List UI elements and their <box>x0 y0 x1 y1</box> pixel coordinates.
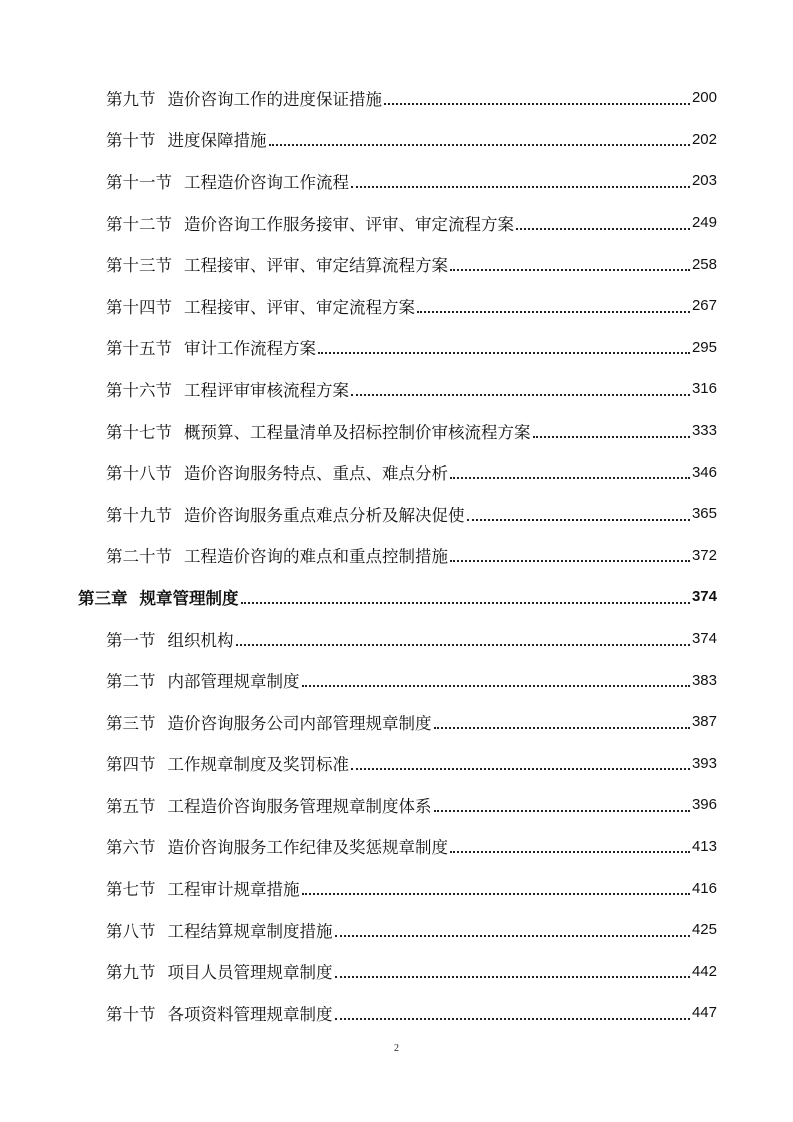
dot-leader <box>351 768 690 770</box>
toc-entry-number: 第十三节 <box>106 256 172 276</box>
toc-entry-page: 447 <box>691 1004 717 1022</box>
toc-entry-number: 第六节 <box>106 838 156 858</box>
toc-entry-page: 333 <box>691 422 717 440</box>
toc-entry[interactable] <box>0 701 793 743</box>
toc-entry-page: 393 <box>691 754 717 772</box>
toc-entry[interactable] <box>0 285 793 327</box>
toc-entry-number: 第十五节 <box>106 339 172 359</box>
toc-entry[interactable] <box>0 618 793 660</box>
toc-entry-number: 第一节 <box>106 630 156 650</box>
toc-entry-page: 416 <box>691 879 717 897</box>
dot-leader <box>335 935 690 937</box>
dot-leader <box>302 685 690 687</box>
toc-entry-number: 第十七节 <box>106 422 172 442</box>
toc-entry-title: 内部管理规章制度 <box>167 672 300 692</box>
toc-entry-page: 203 <box>691 172 717 190</box>
toc-entry[interactable] <box>0 743 793 785</box>
dot-leader <box>450 269 690 271</box>
toc-entry-page: 267 <box>691 297 717 315</box>
toc-entry[interactable] <box>0 243 793 285</box>
toc-entry-page: 258 <box>691 255 717 273</box>
toc-entry-title: 造价咨询服务公司内部管理规章制度 <box>167 713 432 733</box>
toc-entry[interactable] <box>0 826 793 868</box>
toc-entry-page: 442 <box>691 962 717 980</box>
toc-entry-title: 工程造价咨询工作流程 <box>184 172 349 192</box>
dot-leader <box>236 644 690 646</box>
toc-entry[interactable] <box>0 992 793 1034</box>
dot-leader <box>351 186 690 188</box>
toc-entry-title: 工程造价咨询的难点和重点控制措施 <box>184 547 448 567</box>
dot-leader <box>351 394 690 396</box>
dot-leader <box>417 311 690 313</box>
toc-chapter-entry[interactable] <box>0 576 793 618</box>
dot-leader <box>302 893 690 895</box>
toc-entry-number: 第三章 <box>78 588 128 608</box>
table-of-contents <box>0 77 793 1034</box>
toc-entry-page: 396 <box>691 796 717 814</box>
toc-entry-title: 造价咨询服务工作纪律及奖惩规章制度 <box>167 838 448 858</box>
toc-entry-title: 工程接审、评审、审定结算流程方案 <box>184 256 448 276</box>
toc-entry-title: 工程结算规章制度措施 <box>167 921 333 941</box>
toc-entry-page: 372 <box>691 546 717 564</box>
dot-leader <box>450 477 690 479</box>
toc-entry-title: 各项资料管理规章制度 <box>167 1004 333 1024</box>
toc-entry-page: 425 <box>691 921 717 939</box>
dot-leader <box>516 228 690 230</box>
toc-entry-number: 第十二节 <box>106 214 172 234</box>
toc-entry-title: 工程审计规章措施 <box>167 880 300 900</box>
toc-entry[interactable] <box>0 77 793 119</box>
toc-entry-title: 组织机构 <box>167 630 234 650</box>
toc-entry[interactable] <box>0 950 793 992</box>
toc-entry-number: 第十四节 <box>106 297 172 317</box>
toc-entry-number: 第十节 <box>106 131 156 151</box>
toc-entry-number: 第十六节 <box>106 380 172 400</box>
dot-leader <box>335 976 690 978</box>
toc-entry-title: 工程接审、评审、审定流程方案 <box>184 297 415 317</box>
toc-entry-title: 造价咨询服务重点难点分析及解决促使 <box>184 505 465 525</box>
toc-entry-page: 295 <box>691 338 717 356</box>
toc-entry[interactable] <box>0 119 793 161</box>
toc-entry-title: 工作规章制度及奖罚标准 <box>167 755 349 775</box>
dot-leader <box>450 851 690 853</box>
toc-entry-number: 第十八节 <box>106 464 172 484</box>
toc-entry-number: 第七节 <box>106 880 156 900</box>
dot-leader <box>384 103 690 105</box>
dot-leader <box>318 352 690 354</box>
toc-entry[interactable] <box>0 410 793 452</box>
toc-entry-page: 413 <box>691 837 717 855</box>
dot-leader <box>533 436 690 438</box>
toc-entry-number: 第九节 <box>106 89 156 109</box>
toc-entry[interactable] <box>0 909 793 951</box>
toc-entry-number: 第四节 <box>106 755 156 775</box>
toc-entry[interactable] <box>0 451 793 493</box>
dot-leader <box>269 144 690 146</box>
toc-entry-title: 工程造价咨询服务管理规章制度体系 <box>167 796 432 816</box>
toc-entry-title: 造价咨询工作的进度保证措施 <box>167 89 382 109</box>
toc-entry-title: 概预算、工程量清单及招标控制价审核流程方案 <box>184 422 531 442</box>
toc-entry-number: 第二十节 <box>106 547 172 567</box>
toc-entry[interactable] <box>0 659 793 701</box>
toc-entry-title: 工程评审审核流程方案 <box>184 380 349 400</box>
toc-entry-page: 346 <box>691 463 717 481</box>
toc-entry-number: 第五节 <box>106 796 156 816</box>
toc-entry-page: 374 <box>691 588 717 606</box>
toc-entry-number: 第八节 <box>106 921 156 941</box>
dot-leader <box>335 1018 690 1020</box>
toc-entry[interactable] <box>0 368 793 410</box>
toc-entry[interactable] <box>0 493 793 535</box>
page-number: 2 <box>394 1043 399 1054</box>
toc-entry[interactable] <box>0 867 793 909</box>
dot-leader <box>434 727 690 729</box>
toc-entry-page: 249 <box>691 214 717 232</box>
toc-entry-title: 进度保障措施 <box>167 131 267 151</box>
toc-entry-title: 造价咨询工作服务接审、评审、审定流程方案 <box>184 214 514 234</box>
dot-leader <box>467 519 690 521</box>
dot-leader <box>434 810 690 812</box>
toc-entry-number: 第十九节 <box>106 505 172 525</box>
toc-entry-number: 第九节 <box>106 963 156 983</box>
toc-entry-number: 第二节 <box>106 672 156 692</box>
toc-entry-number: 第十一节 <box>106 172 172 192</box>
toc-entry-number: 第十节 <box>106 1004 156 1024</box>
dot-leader <box>450 560 690 562</box>
toc-entry-page: 316 <box>691 380 717 398</box>
toc-entry-page: 383 <box>691 671 717 689</box>
toc-entry-page: 374 <box>691 630 717 648</box>
toc-entry-page: 365 <box>691 505 717 523</box>
toc-entry-page: 202 <box>691 130 717 148</box>
dot-leader <box>241 602 690 604</box>
toc-entry[interactable] <box>0 327 793 369</box>
toc-entry[interactable] <box>0 160 793 202</box>
toc-entry-title: 造价咨询服务特点、重点、难点分析 <box>184 464 448 484</box>
toc-entry[interactable] <box>0 784 793 826</box>
toc-entry-title: 审计工作流程方案 <box>184 339 316 359</box>
toc-entry-title: 规章管理制度 <box>139 588 239 608</box>
toc-entry-page: 200 <box>691 89 717 107</box>
toc-entry-page: 387 <box>691 713 717 731</box>
toc-entry-title: 项目人员管理规章制度 <box>167 963 333 983</box>
toc-entry-number: 第三节 <box>106 713 156 733</box>
toc-entry[interactable] <box>0 535 793 577</box>
toc-entry[interactable] <box>0 202 793 244</box>
